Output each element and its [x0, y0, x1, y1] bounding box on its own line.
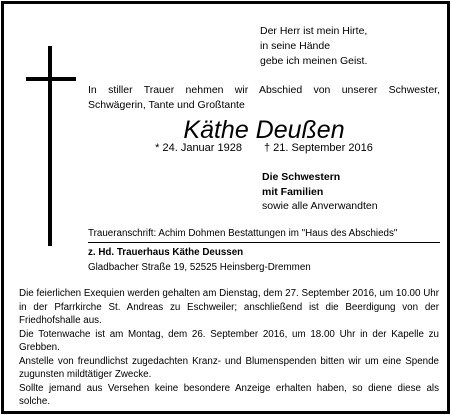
obituary-notice	[1, 1, 450, 414]
mourners-line: mit Familien	[262, 185, 324, 198]
address-line: z. Hd. Trauerhaus Käthe Deussen	[88, 247, 244, 258]
address-line: Traueranschrift: Achim Dohmen Bestattungen im "Haus des Abschieds"	[88, 228, 398, 239]
cross-icon	[26, 46, 76, 246]
psalm-line: in seine Hände	[260, 40, 331, 52]
service-details	[19, 287, 439, 409]
death-date: † 21. September 2016	[264, 142, 373, 154]
address-divider	[88, 242, 440, 243]
birth-date: * 24. Januar 1928	[155, 142, 242, 154]
psalm-line: gebe ich meinen Geist.	[260, 55, 368, 67]
paragraph: Die Totenwache ist am Montag, dem 26. September 2016, um 18.00 Uhr in der Kapelle zu Grebben.	[19, 328, 439, 353]
paragraph: Anstelle von freundlichst zugedachten Kranz- und Blumenspenden bitten wir um eine Spende zugunsten mildtätiger Zwecke.	[19, 355, 439, 380]
psalm-quote	[260, 24, 367, 69]
address-line: Gladbacher Straße 19, 52525 Heinsberg-Dremmen	[88, 262, 311, 273]
mourners-line: sowie alle Anverwandten	[262, 200, 378, 212]
paragraph: Die feierlichen Exequien werden gehalten am Dienstag, dem 27. September 2016, um 10.00 Uhr in der Pfarrkirche St. Andreas zu Eschweiler; anschließend ist die Beerdigung von der Friedhofshalle aus.	[19, 288, 439, 326]
mourning-address	[88, 226, 440, 275]
mourners	[262, 170, 378, 214]
psalm-line: Der Herr ist mein Hirte,	[260, 25, 368, 37]
intro-line: In stiller Trauer nehmen wir Abschied von unserer Schwester,	[88, 84, 440, 96]
intro-line: Schwägerin, Tante und Großtante	[88, 99, 245, 111]
deceased-name: Käthe Deußen	[183, 116, 345, 144]
paragraph: Sollte jemand aus Versehen keine besondere Anzeige erhalten haben, so diene diese als solche.	[19, 382, 439, 407]
life-dates	[88, 140, 440, 156]
intro-text	[88, 83, 440, 113]
mourners-line: Die Schwestern	[262, 171, 341, 183]
